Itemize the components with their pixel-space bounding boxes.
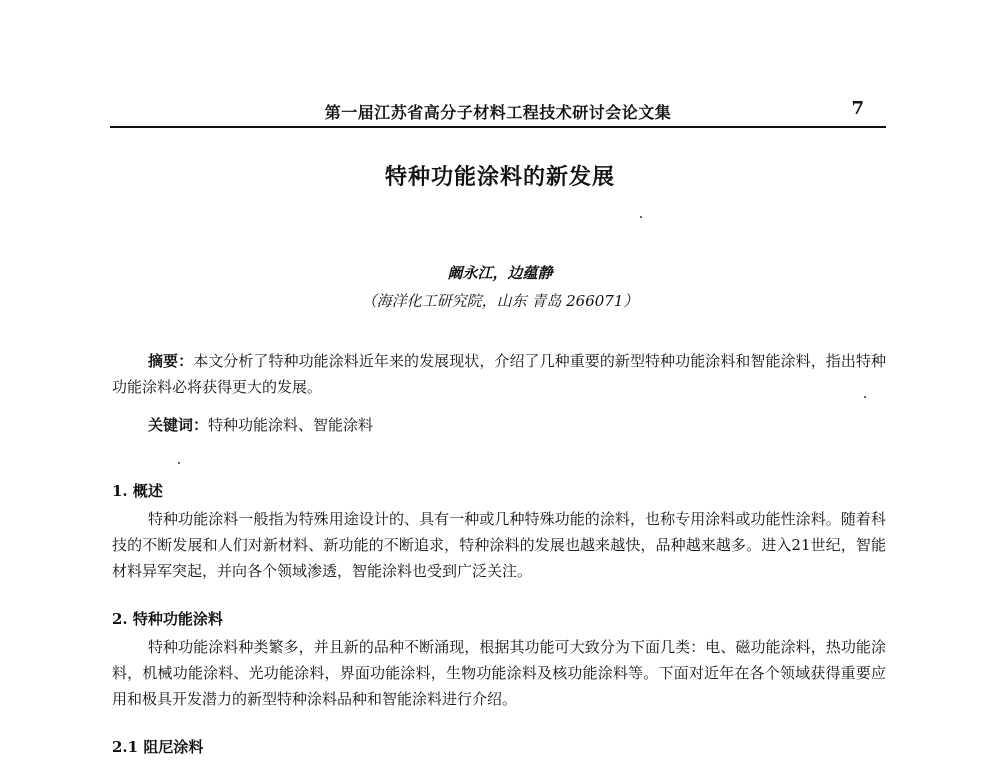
- keywords: [112, 412, 886, 438]
- page-number: 7: [851, 98, 864, 119]
- scan-speck: [864, 396, 866, 398]
- abstract: [112, 348, 886, 400]
- scan-speck: [640, 216, 642, 218]
- abstract-text: 本文分析了特种功能涂料近年来的发展现状，介绍了几种重要的新型特种功能涂料和智能涂料，指出特种功能涂料必将获得更大的发展。: [112, 352, 886, 396]
- section-heading-overview: 1. 概述: [112, 482, 163, 500]
- authors: 阚永江，边蕴静: [447, 264, 553, 282]
- journal-title: 第一届江苏省高分子材料工程技术研讨会论文集: [324, 103, 672, 122]
- scan-speck: [178, 462, 180, 464]
- section-heading-damping-coatings: 2.1 阻尼涂料: [112, 738, 204, 756]
- affiliation: （海洋化工研究院，山东 青岛 266071）: [361, 292, 639, 310]
- keywords-label: 关键词：: [148, 416, 209, 434]
- section-heading-special-coatings: 2. 特种功能涂料: [112, 610, 223, 628]
- paper-title: 特种功能涂料的新发展: [384, 164, 615, 190]
- running-header: [110, 98, 886, 128]
- keywords-text: 特种功能涂料、智能涂料: [208, 416, 374, 434]
- section-paragraph-special-coatings: 特种功能涂料种类繁多，并且新的品种不断涌现，根据其功能可大致分为下面几类：电、磁功能涂料，热功能涂料，机械功能涂料、光功能涂料，界面功能涂料，生物功能涂料及核功能涂料等。下面对近年在各个领域获得重要应用和极具开发潜力的新型特种涂料品种和智能涂料进行介绍。: [112, 638, 886, 708]
- section-paragraph-overview: 特种功能涂料一般指为特殊用途设计的、具有一种或几种特殊功能的涂料，也称专用涂料或功能性涂料。随着科技的不断发展和人们对新材料、新功能的不断追求，特种涂料的发展也越来越快，品种越来越多。进入21世纪，智能材料异军突起，并向各个领域渗透，智能涂料也受到广泛关注。: [112, 510, 886, 580]
- abstract-label: 摘要：: [148, 352, 194, 370]
